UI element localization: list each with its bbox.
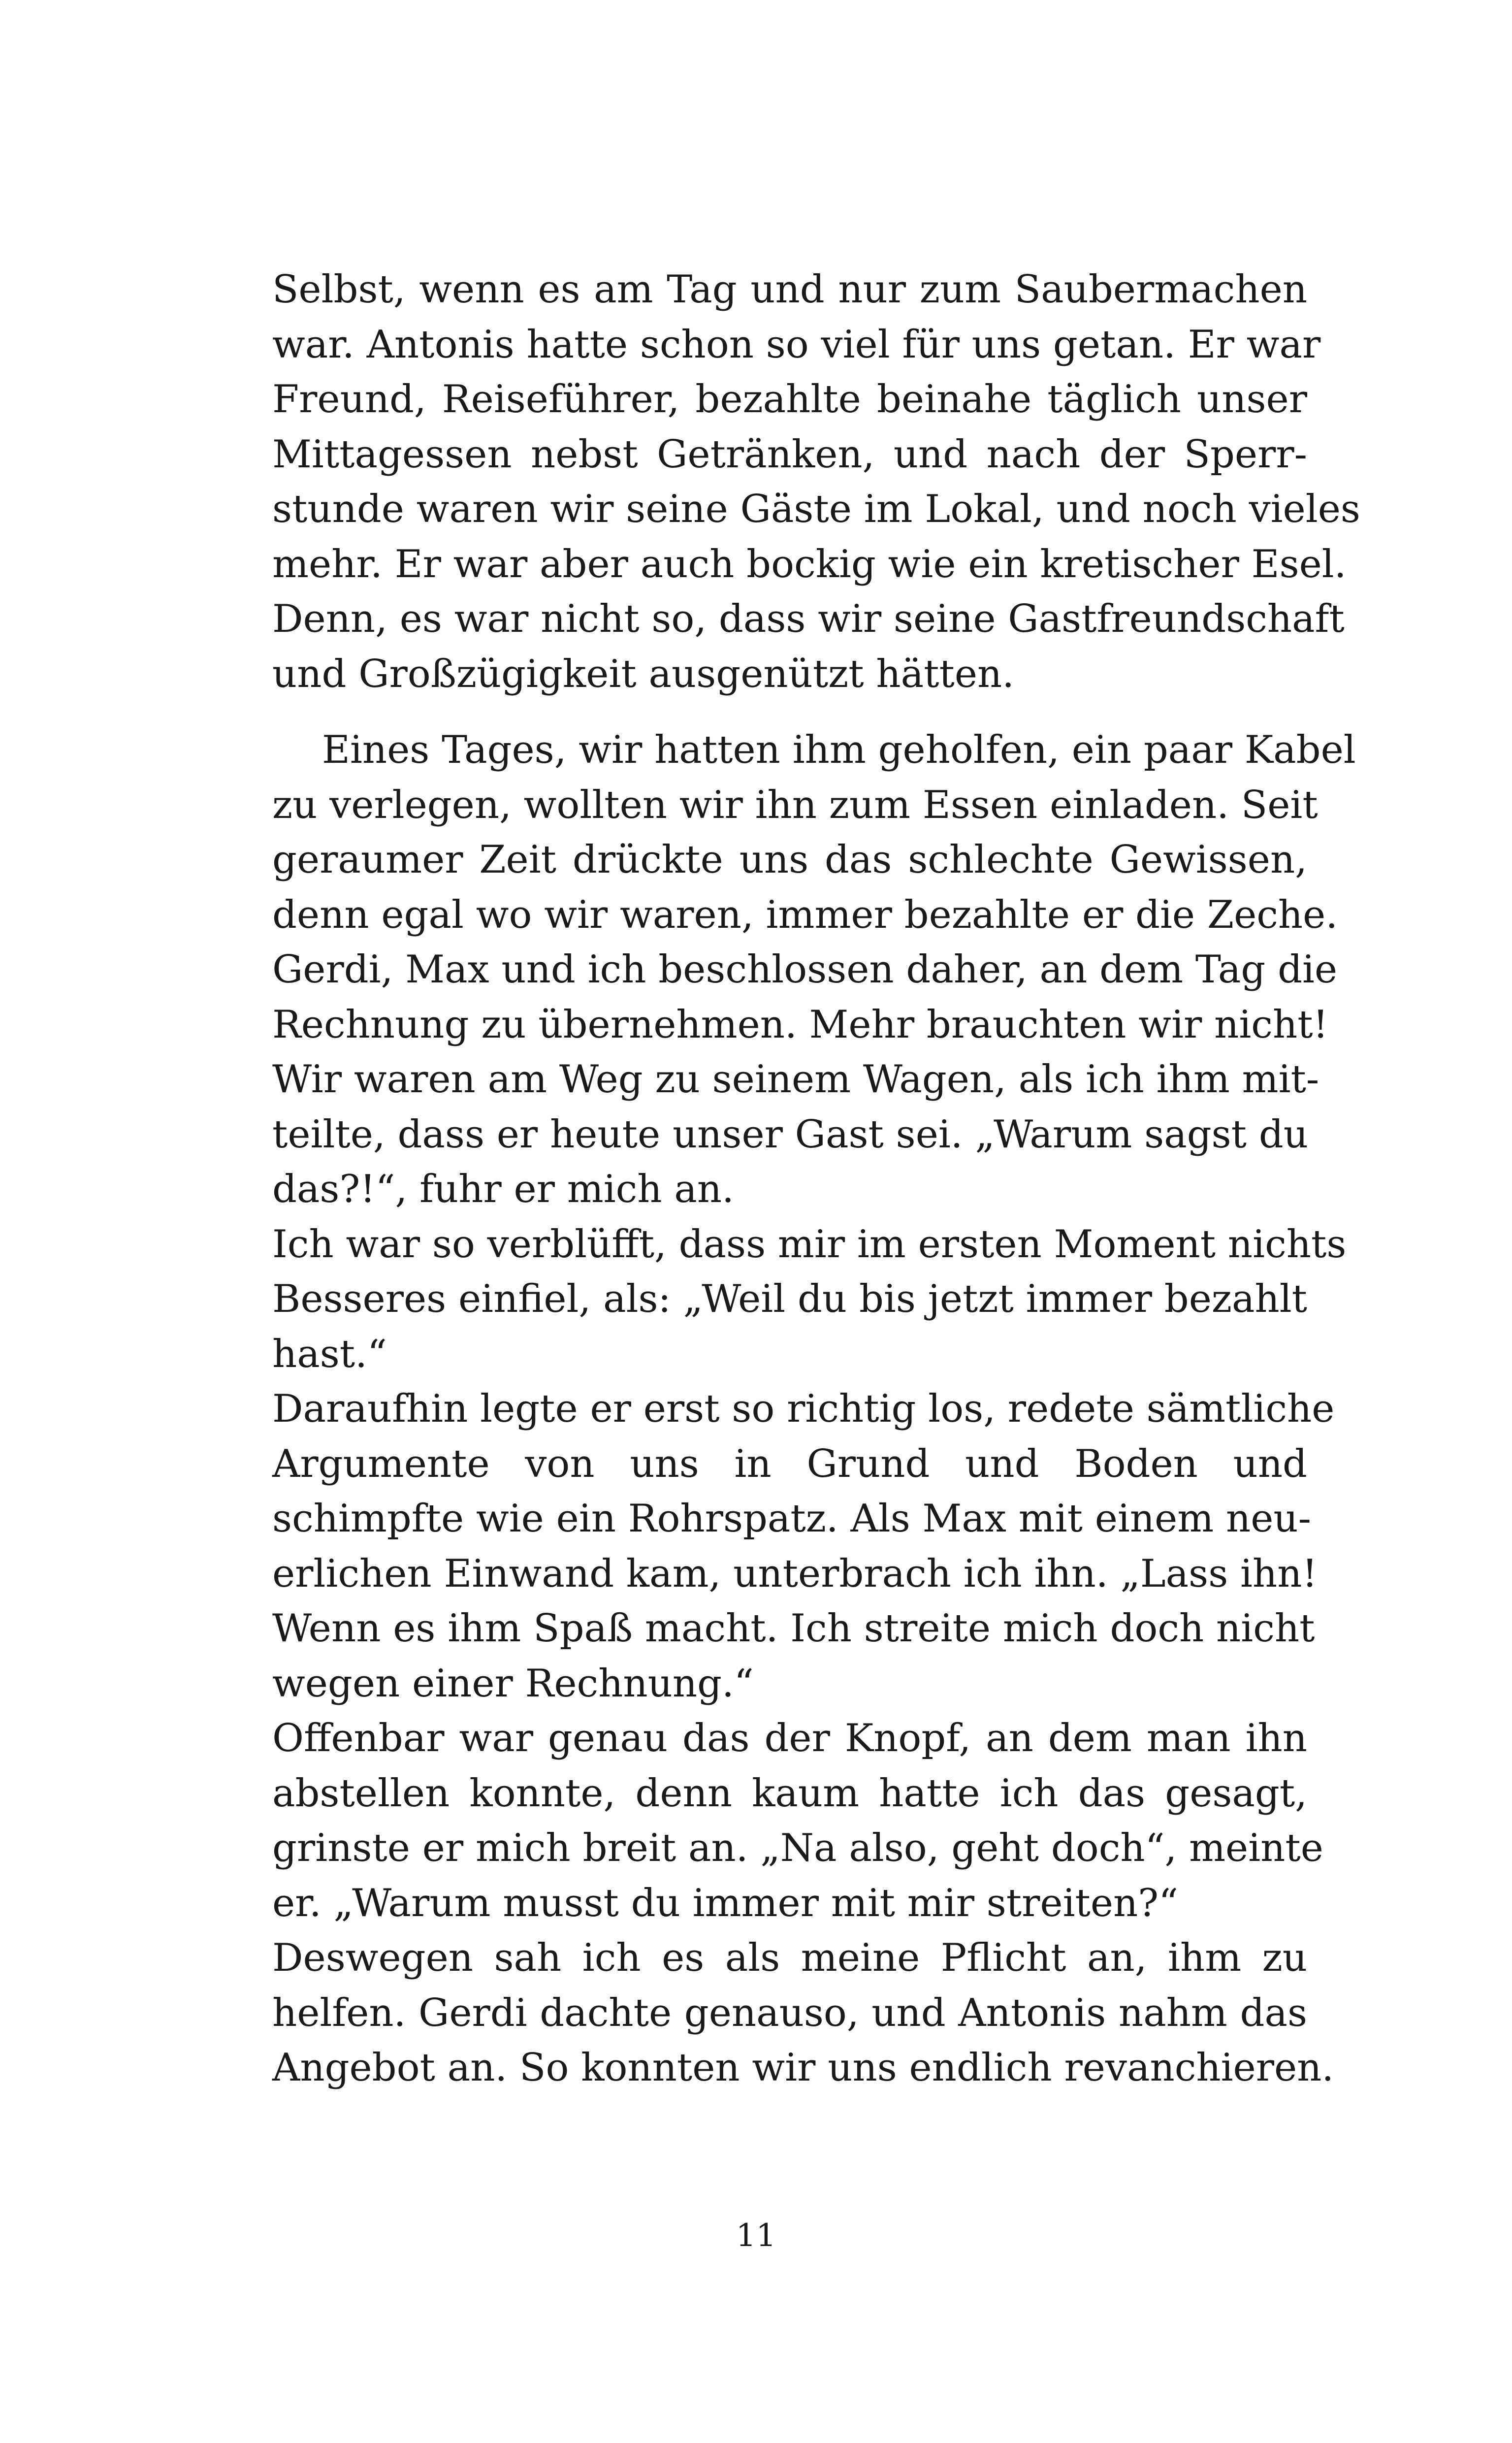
text-line: Selbst, wenn es am Tag und nur zum Saubermachen xyxy=(272,267,1307,312)
text-line: Argumente von uns in Grund und Boden und xyxy=(272,1441,1307,1486)
body-text xyxy=(272,262,1360,2096)
text-line: stunde waren wir seine Gäste im Lokal, und noch vieles xyxy=(272,487,1360,531)
text-line: war. Antonis hatte schon so viel für uns getan. Er war xyxy=(272,322,1321,367)
text-line: Gerdi, Max und ich beschlossen daher, an dem Tag die xyxy=(272,947,1338,992)
text-line: er. „Warum musst du immer mit mir streiten?“ xyxy=(272,1881,1178,1925)
text-line: und Großzügigkeit ausgenützt hätten. xyxy=(272,651,1015,696)
text-line: teilte, dass er heute unser Gast sei. „Warum sagst du xyxy=(272,1112,1308,1157)
text-line: helfen. Gerdi dachte genauso, und Antonis nahm das xyxy=(272,1990,1307,2035)
text-line: wegen einer Rechnung.“ xyxy=(272,1661,754,1706)
text-line: Mittagessen nebst Getränken, und nach der Sperr- xyxy=(272,432,1307,477)
text-line: Besseres einfiel, als: „Weil du bis jetzt immer bezahlt xyxy=(272,1277,1307,1321)
text-line: zu verlegen, wollten wir ihn zum Essen einladen. Seit xyxy=(272,782,1318,827)
text-line: Wenn es ihm Spaß macht. Ich streite mich doch nicht xyxy=(272,1606,1315,1651)
page-number: 11 xyxy=(736,2217,776,2254)
paragraph-gap xyxy=(272,702,1307,723)
text-line: grinste er mich breit an. „Na also, geht doch“, meinte xyxy=(272,1826,1323,1870)
text-line: abstellen konnte, denn kaum hatte ich das gesagt, xyxy=(272,1771,1307,1816)
text-line: Eines Tages, wir hatten ihm geholfen, ein paar Kabel xyxy=(322,728,1356,772)
text-line: das?!“, fuhr er mich an. xyxy=(272,1167,734,1211)
text-line: Deswegen sah ich es als meine Pflicht an, ihm zu xyxy=(272,1936,1307,1980)
text-line: mehr. Er war aber auch bockig wie ein kretischer Esel. xyxy=(272,542,1347,586)
text-line: Offenbar war genau das der Knopf, an dem man ihn xyxy=(272,1716,1307,1760)
text-line: Rechnung zu übernehmen. Mehr brauchten wir nicht! xyxy=(272,1002,1328,1047)
text-line: Wir waren am Weg zu seinem Wagen, als ich ihm mit- xyxy=(272,1057,1319,1102)
text-line: Denn, es war nicht so, dass wir seine Gastfreundschaft xyxy=(272,597,1345,641)
text-line: hast.“ xyxy=(272,1332,387,1376)
text-line: Ich war so verblüfft, dass mir im ersten Moment nichts xyxy=(272,1222,1347,1267)
text-line: erlichen Einwand kam, unterbrach ich ihn. „Lass ihn! xyxy=(272,1551,1318,1596)
text-line: Angebot an. So konnten wir uns endlich revanchieren. xyxy=(272,2046,1334,2090)
text-line: denn egal wo wir waren, immer bezahlte er die Zeche. xyxy=(272,892,1338,937)
text-line: geraumer Zeit drückte uns das schlechte Gewissen, xyxy=(272,838,1307,882)
text-line: Daraufhin legte er erst so richtig los, redete sämtliche xyxy=(272,1387,1335,1431)
text-line: schimpfte wie ein Rohrspatz. Als Max mit einem neu- xyxy=(272,1497,1311,1541)
text-line: Freund, Reiseführer, bezahlte beinahe täglich unser xyxy=(272,377,1307,422)
